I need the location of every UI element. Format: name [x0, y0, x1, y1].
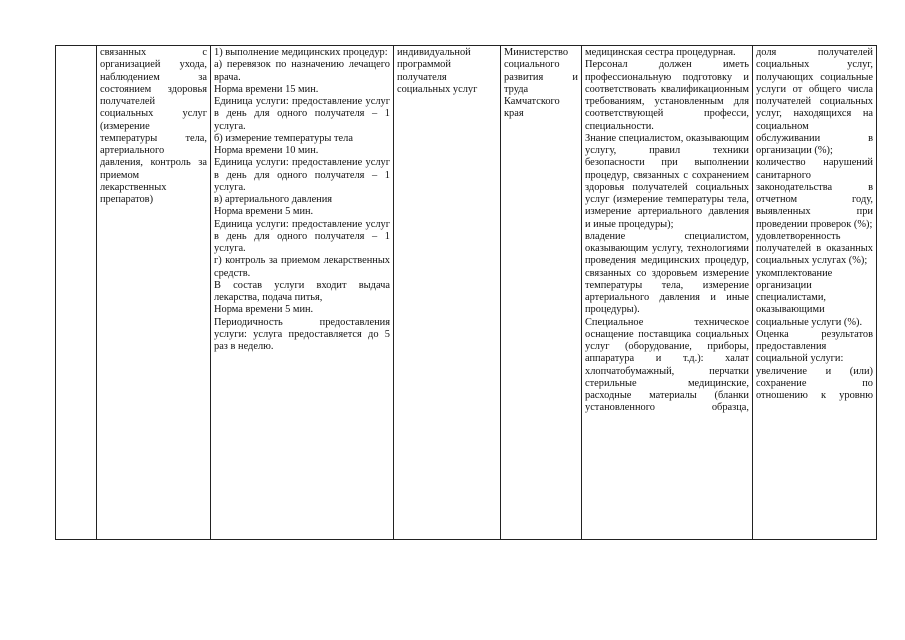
cell-service-description [211, 46, 394, 540]
cell-text: Министерство социального развития и труда Камчатского края [504, 47, 578, 120]
cell-delivery-terms [394, 46, 501, 540]
table-row [56, 46, 877, 540]
cell-text: удовлетворенность получателей в оказанных социальных услугах (%); [756, 230, 873, 267]
cell-text: Персонал должен иметь профессиональную подготовку и соответствовать квалификационным требованиям, установленным для соответствующей професси, специальности. [585, 59, 749, 132]
cell-text: количество нарушений санитарного законодательства в отчетном году, выявленных при проведении проверок (%); [756, 157, 873, 230]
cell-text: Норма времени 10 мин. [214, 145, 319, 156]
cell-text: доля получателей социальных услуг, получающих социальные услуги от общего числа получателей социальных услуг, находящихся на социальном обслуживании в организации (%); [756, 47, 873, 156]
cell-text: укомплектование организации специалистами, оказывающими социальные услуги (%). [756, 267, 863, 328]
cell-text: медицинская сестра процедурная. [585, 47, 736, 58]
cell-text: увеличение и (или) сохранение по отношению к уровню [756, 365, 873, 401]
cell-number [56, 46, 97, 540]
cell-text: г) контроль за приемом лекарственных средств. [214, 255, 390, 279]
cell-text: В состав услуги входит выдача лекарства, подача питья, [214, 279, 390, 303]
cell-text: связанных с организацией ухода, наблюдением за состоянием здоровья получателей социальных услуг (измерение температуры тела, артериального давления, контроль за приемом лекарственных препаратов) [100, 47, 207, 205]
cell-text: б) измерение температуры тела [214, 132, 353, 144]
services-table [55, 45, 877, 540]
cell-text: а) перевязок по назначению лечащего врача. [214, 59, 390, 83]
cell-text: в) артериального давления [214, 194, 333, 205]
cell-text: Единица услуги: предоставление услуг в день для одного получателя – 1 услуга. [214, 218, 390, 254]
cell-text: 1) выполнение медицинских процедур: [214, 47, 388, 58]
cell-text: владение специалистом, оказывающим услугу, технологиями проведения медицинских процедур, связанных со здоровьем измерение температуры тела, измерение артериального давления и иные процедуры). [585, 230, 749, 316]
cell-text: Оценка результатов предоставления социальной услуги: [756, 328, 873, 365]
cell-text: индивидуальной программой получателя социальных услуг [397, 47, 478, 95]
cell-quality-indicators [753, 46, 877, 540]
cell-text: Единица услуги: предоставление услуг в день для одного получателя – 1 услуга. [214, 157, 390, 193]
cell-authority [501, 46, 582, 540]
cell-conditions [582, 46, 753, 540]
cell-text: Норма времени 15 мин. [214, 83, 319, 95]
cell-text: Норма времени 5 мин. [214, 304, 314, 316]
cell-service-name [97, 46, 211, 540]
cell-text: Специальное техническое оснащение поставщика социальных услуг (оборудование, приборы, аппаратура и т.д.): халат хлопчатобумажный, перчатки стерильные медицинские, расходные материалы (бланки установленного образца, [585, 316, 749, 414]
cell-text: Норма времени 5 мин. [214, 206, 314, 218]
cell-text: Знание специалистом, оказывающим услугу, правил техники безопасности при выполнении процедур, связанных с сохранением здоровья получателей социальных услуг (измерение температуры тела, измерение артериального давления и иные процедуры); [585, 132, 749, 230]
cell-text: Единица услуги: предоставление услуг в день для одного получателя – 1 услуга. [214, 96, 390, 132]
cell-text: Периодичность предоставления услуги: услуга предоставляется до 5 раз в неделю. [214, 316, 390, 352]
